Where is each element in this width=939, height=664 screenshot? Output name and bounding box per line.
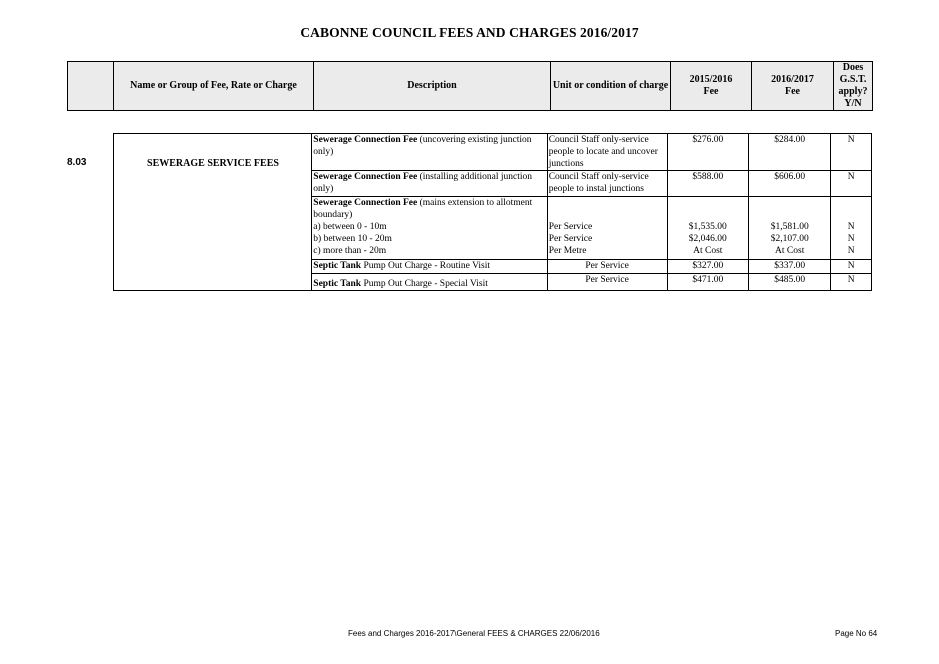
row-gst: N xyxy=(831,260,872,274)
row-fee-2015: $276.00 xyxy=(667,134,748,171)
page-title: CABONNE COUNCIL FEES AND CHARGES 2016/2017 xyxy=(300,25,639,40)
row-fee-2016 xyxy=(748,197,830,260)
header-fee-2015-label: Fee xyxy=(703,86,719,97)
fee-2015-c: At Cost xyxy=(693,246,723,256)
row-unit: Council Staff only-service people to locate and uncover junctions xyxy=(547,134,667,171)
row-gst: N xyxy=(831,274,872,291)
row-description xyxy=(312,197,547,260)
sub-item-b: b) between 10 - 20m xyxy=(313,234,392,244)
header-unit: Unit or condition of charge xyxy=(551,62,671,111)
fee-2015-b: $2,046.00 xyxy=(688,234,727,244)
header-description: Description xyxy=(314,62,551,111)
table-row xyxy=(114,134,872,171)
header-fee-2016-year: 2016/2017 xyxy=(771,74,814,85)
fee-name: Sewerage Connection Fee xyxy=(313,198,418,208)
fee-name: Septic Tank xyxy=(313,261,362,271)
header-number-cell xyxy=(68,62,114,111)
fee-name: Sewerage Connection Fee xyxy=(313,172,418,182)
footer-page-number: Page No 64 xyxy=(835,629,878,638)
row-fee-2015 xyxy=(667,197,748,260)
row-gst: N xyxy=(831,134,872,171)
row-fee-2015: $327.00 xyxy=(667,260,748,274)
fee-detail: (mains extension to allotment boundary) xyxy=(313,198,533,220)
header-gst xyxy=(834,62,873,111)
fee-detail: (installing additional junction only) xyxy=(313,172,533,194)
column-header-table xyxy=(67,61,873,111)
fee-name: Septic Tank xyxy=(313,279,362,289)
fee-detail: Pump Out Charge - Routine Visit xyxy=(361,261,490,271)
header-fee-2015-year: 2015/2016 xyxy=(689,74,733,85)
row-fee-2015: $471.00 xyxy=(667,274,748,291)
header-fee-2016-label: Fee xyxy=(785,86,800,97)
row-description xyxy=(312,171,547,197)
row-unit: Per Service xyxy=(547,274,667,291)
row-fee-2015: $588.00 xyxy=(667,171,748,197)
header-gst-line4: Y/N xyxy=(844,98,862,109)
row-fee-2016: $284.00 xyxy=(748,134,830,171)
row-gst: N xyxy=(831,171,872,197)
row-unit xyxy=(547,197,667,260)
row-fee-2016: $485.00 xyxy=(748,274,830,291)
section-name-cell xyxy=(114,134,312,291)
row-fee-2016: $606.00 xyxy=(748,171,830,197)
header-fee-2015 xyxy=(671,62,752,111)
unit-b: Per Service xyxy=(548,234,593,244)
sub-item-c: c) more than - 20m xyxy=(313,246,387,256)
gst-b: N xyxy=(847,234,855,244)
fee-2016-a: $1,581.00 xyxy=(770,222,809,232)
section-number: 8.03 xyxy=(67,157,87,168)
fee-2015-a: $1,535.00 xyxy=(688,222,727,232)
sub-item-a: a) between 0 - 10m xyxy=(313,222,387,232)
header-gst-line2: G.S.T. xyxy=(839,74,867,85)
row-unit: Per Service xyxy=(547,260,667,274)
row-gst xyxy=(831,197,872,260)
fee-2016-b: $2,107.00 xyxy=(770,234,809,244)
row-description xyxy=(312,260,547,274)
row-fee-2016: $337.00 xyxy=(748,260,830,274)
unit-c: Per Metre xyxy=(548,246,587,256)
row-unit: Council Staff only-service people to instal junctions xyxy=(547,171,667,197)
fee-2016-c: At Cost xyxy=(775,246,805,256)
fees-table xyxy=(113,133,872,291)
row-description xyxy=(312,274,547,291)
fee-detail: Pump Out Charge - Special Visit xyxy=(361,279,488,289)
gst-c: N xyxy=(847,246,855,256)
header-fee-2016 xyxy=(752,62,834,111)
section-name: SEWERAGE SERVICE FEES xyxy=(147,158,279,169)
fee-detail: (uncovering existing junction only) xyxy=(313,135,532,157)
row-description xyxy=(312,134,547,171)
footer-path: Fees and Charges 2016-2017\General FEES & CHARGES 22/06/2016 xyxy=(348,629,600,638)
header-gst-line3: apply? xyxy=(838,86,868,97)
header-gst-line1: Does xyxy=(842,62,864,73)
header-name: Name or Group of Fee, Rate or Charge xyxy=(114,62,314,111)
unit-a: Per Service xyxy=(548,222,593,232)
gst-a: N xyxy=(847,222,855,232)
fee-name: Sewerage Connection Fee xyxy=(313,135,418,145)
